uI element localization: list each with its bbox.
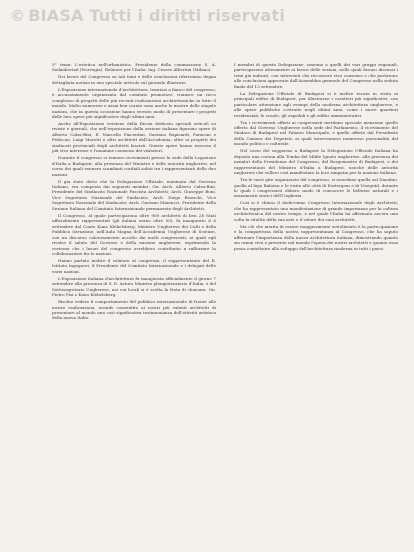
paragraph: Nel corso del soggiorno a Budapest la Delegazione Ufficiale Italiana ha deposto una corona alla Tomba del Milite Ignoto ungherese, alla presenza dei membri della Presidenza del Congresso, del Borgomastro di Budapest, e dei rappresentanti del Ministro d'Italia a Budapest, nonché delle autorità ungheresi che vollero così manifestare la loro simpatia per la nazione italiana. [234,148,398,176]
paragraph: Il gia stato detto che la Delegazione Ufficiale, nominata dal Governo Italiano, era composta dai seguenti membri: On. Arch. Alberto Calza-Bini, Presidente del Sindacato Nazionale Fascista Architetti; Arch. Giuseppe Boni, Vice Segretario Nazionale del Sindacato; Arch. Diego Brioschi, Vice Segretario Nazionale del Sindacato; Arch. Gaetano Minnucci, Presidente della Sezione Italiana del Comitato Internazionale permanente degli Architetti. [52,178,216,211]
watermark-text: BIASA Tutti i diritti riservati [28,6,286,25]
paragraph: I membri di questa Delegazione, insieme a quelli dei vari gruppi regionali, parteciparono attivamente ai lavori delle sezioni, nelle quali furono discussi i temi già indicati, con interventi che riscossero vivo consenso e che portarono alle conclusioni approvate dall'Assemblea generale del Congresso nella seduta finale del 13 settembre. [234,62,398,89]
paragraph: La Delegazione Ufficiale di Budapest si è inoltre recata in visita ai principali edifici di Budapest, per illustrarne i caratteri più significativi, con particolare attenzione agli esempi della moderna architettura ungherese, e alle opere pubbliche costruite negli ultimi anni, come i nuovi quartieri residenziali, le scuole, gli ospedali e gli edifici amministrativi. [234,90,398,118]
watermark [10,6,285,25]
paragraph: Rischio vedere il comportamento del pubblico internazionale di fronte alle nostre realizzazioni, avendo consentito ai nostri più valenti architetti di presentare al mondo una così significativa testimonianza dell'attività artistica della nuova Italia. [52,299,216,321]
paragraph: Durante il congresso si tennero ricevimenti presso la sede della Legazione d'Italia a Budapest, alla presenza del Ministro e delle autorità ungheresi, nel corso dei quali vennero scambiati cordiali saluti tra i rappresentanti delle due nazioni. [52,155,216,177]
paragraph: Tra le varie gite organizzate dal congresso, si ricordano quella sul Danubio, quella al lago Balaton e le visite alle città di Esztergom e di Visegrád, durante le quali i congressisti ebbero modo di conoscere le bellezze naturali e i monumenti storici dell'Ungheria. [234,177,398,199]
paragraph: Così si è chiuso il dodicesimo Congresso Internazionale degli Architetti, che ha rappresentato una manifestazione di grande importanza per la cultura architettonica del nostro tempo, e nel quale l'Italia ha affermato ancora una volta la vitalità della sua arte e il valore dei suoi architetti. [234,200,398,222]
right-column [234,62,398,546]
left-column [52,62,216,546]
article-body [52,62,400,546]
paragraph: Dei lavori del Congresso su tali temi e delle conclusioni riferiranno degna dettagliata notizia in uno speciale articolo sul giornale illustrato. [52,74,216,85]
paragraph: L'Esposizione internazionale d'architettura, tenutasi a fianco del congresso, è accuratamente organizzata dal comitato promotore, riunisce un ricco complesso di progetti delle più recenti realizzazioni architettoniche in tutto il mondo. Molto numerose e assai ben curate sono anche le mostre delle singole nazioni, che in questa occasione hanno trovato modo di presentare i progetti delle loro opere più significative degli ultimi anni. [52,86,216,120]
paragraph: L'Esposizione italiana d'architettura fu inaugurata ufficialmente il giorno 7 settembre alla presenza di S. E. Arturo Ministro plenipotenziario d'Italia, e del Sottosegretario Ungherese, nei cui locali si è svolta la festa di chiusura. On. Pietro Pisi e Kuno Klebelsberg. [52,275,216,298]
paragraph: 5° tema: L'estetica nell'urbanistica. Presidente della commissione S. A. Sedanbertad (Norvegia). Relatore per l'Italia: Ing. Cesare Albertini (Milano). [52,62,216,73]
paragraph: Anche all'Esposizione versione della Riccia dedicato speciali articoli su riviste e giornali, che nell'esposizione della sezione italiana figurano opere di Alberto Calza-Bini, E. Marcello Piacentini, Gaetano Rapisardi, Paniconi e Pediconi, Luigi Moretti e altri architetti dell'Accademia, oltre ai progetti dei sindacati provinciali degli architetti fascisti. Queste opere hanno riscosso il più vivo interesse e l'unanime consenso dei visitatori. [52,121,216,154]
paragraph: Tra i ricevimenti offerti ai congressisti meritano speciale menzione quello offerto dal Governo Ungherese nella sede del Parlamento, il ricevimento del Sindaco di Budapest nel Palazzo Municipale, e quello offerto dal Presidente della Camera dei Deputati, ai quali intervennero numerose personalità del mondo politico e culturale. [234,119,398,147]
paragraph: Ma ciò che merita di essere maggiormente sottolineato è la partecipazione e la compattezza della nostra rappresentanza al Congresso, che ha saputo affermare l'importanza della nuova architettura italiana, dimostrando quanto sia ormai viva e presente nel mondo l'opera dei nostri architetti e quanto essa possa contribuire allo sviluppo dell'architettura moderna in tutti i paesi. [234,223,398,251]
copyright-symbol: © [10,7,26,25]
paragraph: Il Congresso, al quale parteciparono oltre 900 architetti di ben 28 Stati ufficialmente rappresentati (gli italiani erano oltre 50), fu inaugurato il 6 settembre dal Conte Kuno Klebelsberg, Ministro Ungherese dei Culti e della Pubblica Istruzione, nell'Aula Magna dell'Accademia Ungherese di Scienze, con un discorso calorosamente accolto dai molti congressisti, ai quali egli rivolse il saluto del Governo e della nazione ungherese, esprimendo la certezza che i lavori del congresso avrebbero contribuito a rafforzare la collaborazione fra le nazioni. [52,212,216,256]
paragraph: Hanno parlato inoltre il relatore al congresso, il rappresentante del R. Istituto Ingegneri, il Presidente del Comitato Internazionale e i delegati delle varie nazioni. [52,257,216,274]
